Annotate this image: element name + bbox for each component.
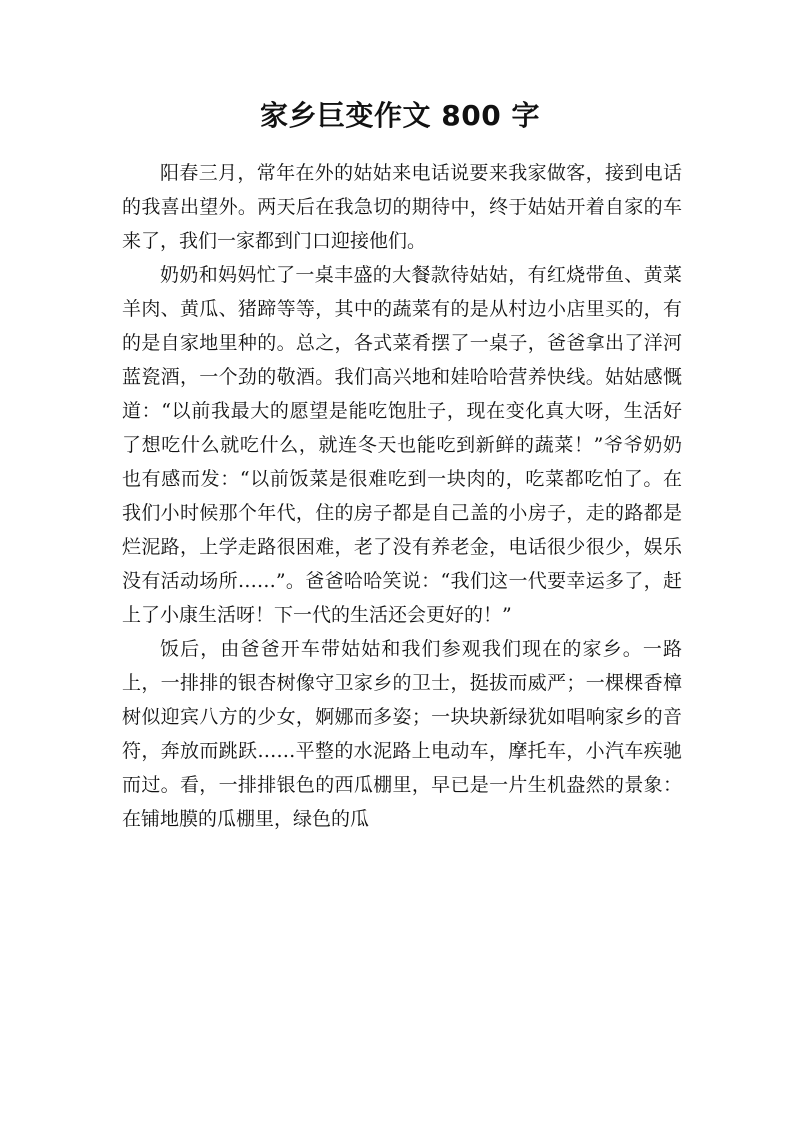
paragraph-1: 阳春三月，常年在外的姑姑来电话说要来我家做客，接到电话的我喜出望外。两天后在我急切的期待中，终于姑姑开着自家的车来了，我们一家都到门口迎接他们。 (122, 162, 682, 252)
document-body (122, 156, 682, 836)
paragraph-3: 饭后，由爸爸开车带姑姑和我们参观我们现在的家乡。一路上，一排排的银杏树像守卫家乡的卫士，挺拔而威严；一棵棵香樟树似迎宾八方的少女，婀娜而多姿；一块块新绿犹如唱响家乡的音符，奔放而跳跃……平整的水泥路上电动车，摩托车，小汽车疾驰而过。看，一排排银色的西瓜棚里，早已是一片生机盎然的景象：在铺地膜的瓜棚里，绿色的瓜 (122, 638, 682, 830)
document-title: 家乡巨变作文 800 字 (260, 99, 540, 132)
paragraph-2: 奶奶和妈妈忙了一桌丰盛的大餐款待姑姑，有红烧带鱼、黄菜羊肉、黄瓜、猪蹄等等，其中的蔬菜有的是从村边小店里买的，有的是自家地里种的。总之，各式菜肴摆了一桌子，爸爸拿出了洋河蓝瓷酒，一个劲的敬酒。我们高兴地和娃哈哈营养快线。姑姑感慨道：“以前我最大的愿望是能吃饱肚子，现在变化真大呀，生活好了想吃什么就吃什么，就连冬天也能吃到新鲜的蔬菜！”爷爷奶奶也有感而发：“以前饭菜是很难吃到一块肉的，吃菜都吃怕了。在我们小时候那个年代，住的房子都是自己盖的小房子，走的路都是烂泥路，上学走路很困难，老了没有养老金，电话很少很少，娱乐没有活动场所……”。爸爸哈哈笑说：“我们这一代要幸运多了，赶上了小康生活呀！下一代的生活还会更好的！” (122, 264, 682, 626)
